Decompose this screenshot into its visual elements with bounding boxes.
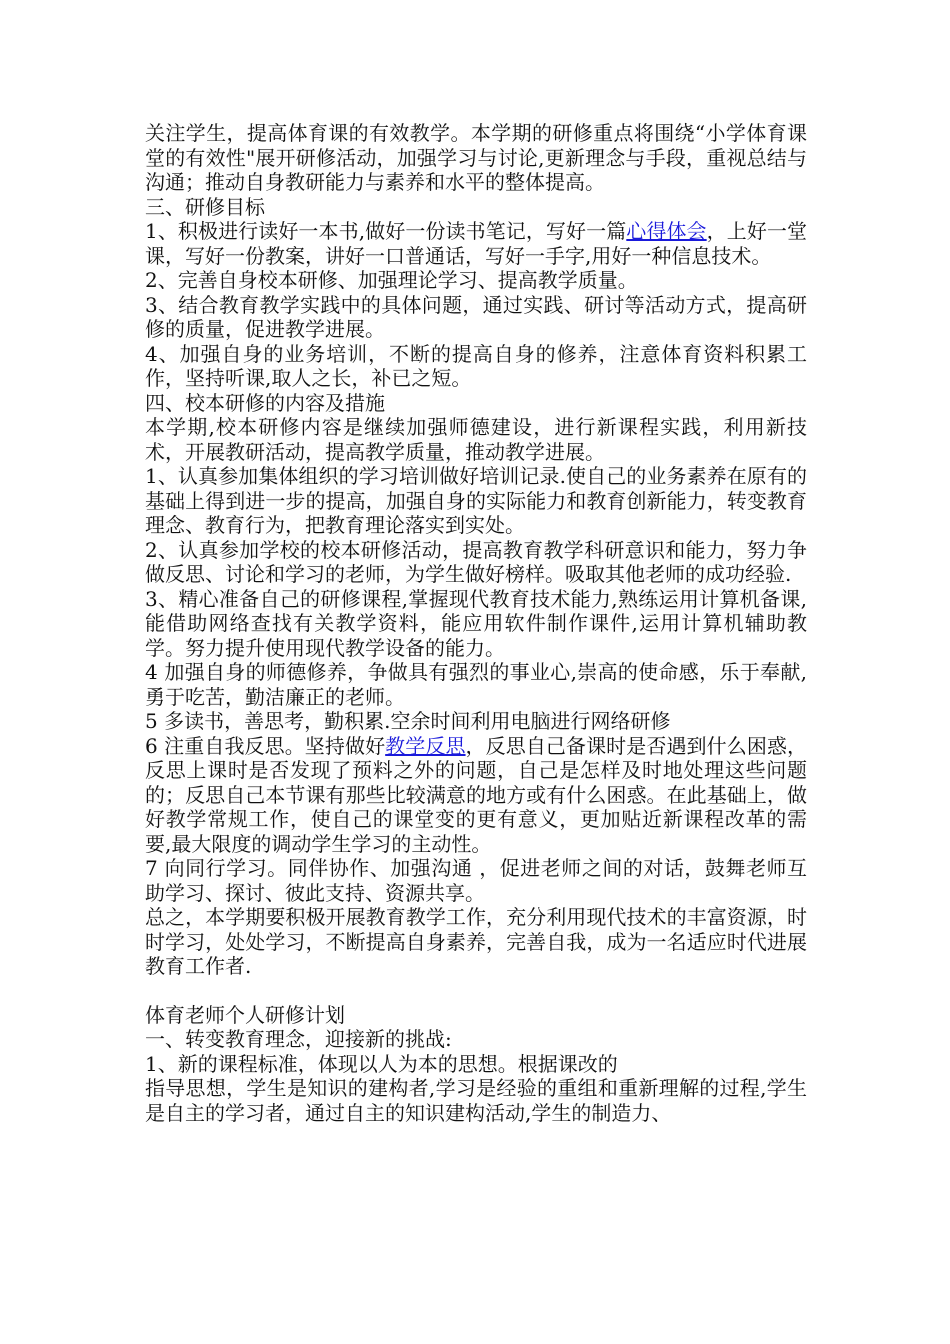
- concept-item-1: 1、新的课程标准，体现以人为本的思想。根据课改的: [145, 1051, 618, 1076]
- section-heading-goals: 三、研修目标: [145, 194, 265, 219]
- goal-item-1-text: 1、积极进行读好一本书,做好一份读书笔记，写好一篇: [145, 219, 627, 243]
- document-body: [145, 121, 807, 1125]
- measure-item-6: [145, 734, 807, 857]
- measure-item-3: 3、精心准备自己的研修课程,掌握现代教育技术能力,熟练运用计算机备课,能借助网络查找有关教学资料，能应用软件制作课件,运用计算机辅助教学。努力提升使用现代教学设备的能力。: [145, 586, 807, 660]
- link-xinde-tihui[interactable]: 心得体会: [626, 219, 707, 243]
- measure-item-2: 2、认真参加学校的校本研修活动，提高教育教学科研意识和能力，努力争做反思、讨论和学习的老师，为学生做好榜样。吸取其他老师的成功经验.: [145, 537, 807, 586]
- summary-paragraph: 总之，本学期要积极开展教育教学工作，充分利用现代技术的丰富资源，时时学习，处处学习，不断提高自身素养，完善自我，成为一名适应时代进展教育工作者.: [145, 905, 807, 978]
- goal-item-3: 3、结合教育教学实践中的具体问题，通过实践、研讨等活动方式，提高研修的质量，促进教学进展。: [145, 292, 807, 341]
- second-document-title: 体育老师个人研修计划: [145, 1002, 345, 1027]
- goal-item-4: 4、加强自身的业务培训，不断的提高自身的修养，注意体育资料积累工作，坚持听课,取人之长，补已之短。: [145, 341, 807, 390]
- section-heading-concept: 一、转变教育理念，迎接新的挑战:: [145, 1027, 452, 1051]
- goal-item-2: 2、完善自身校本研修、加强理论学习、提高教学质量。: [145, 268, 638, 292]
- measure-item-7: 7 向同行学习。同伴协作、加强沟通 ，促进老师之间的对话，鼓舞老师互助学习、探讨、彼此支持、资源共享。: [145, 856, 807, 905]
- section-heading-measures: 四、校本研修的内容及措施: [145, 390, 385, 415]
- measures-intro: 本学期,校本研修内容是继续加强师德建设，进行新课程实践，利用新技术，开展教研活动，提高教学质量，推动教学进展。: [145, 415, 807, 464]
- goal-item-1: [145, 219, 807, 268]
- measure-item-4: 4 加强自身的师德修养，争做具有强烈的事业心,崇高的使命感，乐于奉献,勇于吃苦，勤洁廉正的老师。: [145, 660, 807, 709]
- measure-item-5: 5 多读书，善思考，勤积累.空余时间利用电脑进行网络研修: [145, 709, 671, 733]
- measure-item-6-text: 6 注重自我反思。坚持做好: [145, 733, 386, 758]
- measure-item-6-text-rest: ，反思自己备课时是否遇到什么困惑，反思上课时是否发现了预料之外的问题，自己是怎样及时地处理这些问题的；反思自己本节课有那些比较满意的地方或有什么困惑。在此基础上，做好教学常规工作，使自己的课堂变的更有意义，更加贴近新课程改革的需要,最大限度的调动学生学习的主动性。: [145, 733, 807, 856]
- link-jiaoxue-fansi[interactable]: 教学反思: [385, 733, 466, 758]
- concept-item-1-continued: 指导思想，学生是知识的建构者,学习是经验的重组和重新理解的过程,学生是自主的学习者，通过自主的知识建构活动,学生的制造力、: [145, 1076, 807, 1125]
- blank-line: [145, 979, 807, 1003]
- measure-item-1: 1、认真参加集体组织的学习培训做好培训记录.使自己的业务素养在原有的基础上得到进一步的提高，加强自身的实际能力和教育创新能力，转变教育理念、教育行为，把教育理论落实到实处。: [145, 464, 807, 537]
- goal-item-1-text-rest: ，上好一堂课，写好一份教案，讲好一口普通话，写好一手字,用好一种信息技术。: [145, 219, 808, 268]
- intro-paragraph: 关注学生，提高体育课的有效教学。本学期的研修重点将围绕“小学体育课堂的有效性"展开研修活动，加强学习与讨论,更新理念与手段，重视总结与沟通；推动自身教研能力与素养和水平的整体提高。: [145, 121, 807, 194]
